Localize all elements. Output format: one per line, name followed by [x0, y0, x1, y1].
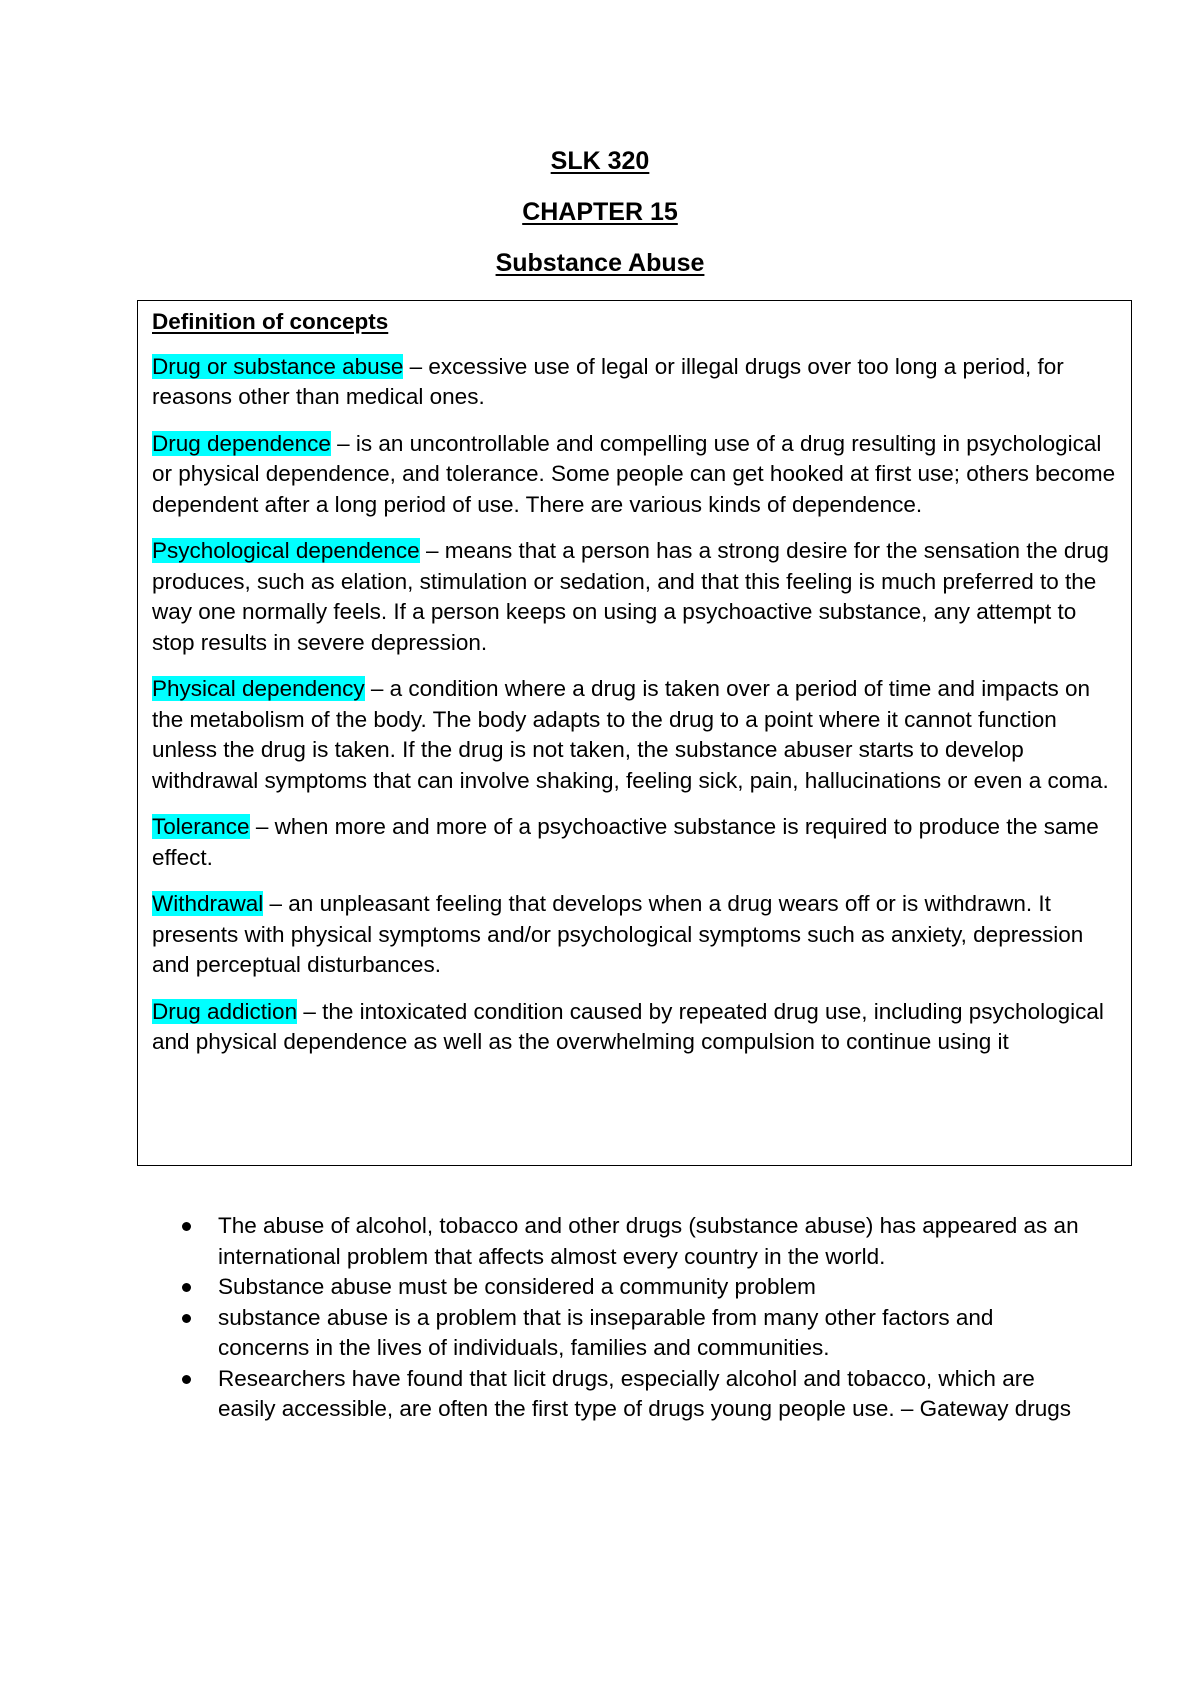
- definition-item: [152, 429, 1120, 521]
- definition-text: – when more and more of a psychoactive substance is required to produce the same effect.: [152, 814, 1099, 870]
- bullet-dot-icon: [182, 1375, 191, 1384]
- definition-term: Drug dependence: [152, 430, 331, 456]
- definition-text: – is an uncontrollable and compelling use of a drug resulting in psychological or physical dependence, and tolerance. Some people can get hooked at first use; others become dependent after a long period of use. There are various kinds of dependence.: [152, 430, 1116, 517]
- definition-term: Psychological dependence: [152, 538, 420, 563]
- bullet-item: [182, 1364, 1082, 1425]
- bullet-dot-icon: [182, 1222, 191, 1231]
- definition-text: – an unpleasant feeling that develops when a drug wears off or is withdrawn. It presents with physical symptoms and/or psychological symptoms such as anxiety, depression and perceptual disturbances.: [152, 891, 1084, 977]
- definition-item: [152, 352, 1120, 413]
- topic-title: Substance Abuse: [495, 249, 705, 277]
- bullet-item: [182, 1272, 1082, 1303]
- definition-term: Tolerance: [152, 814, 250, 839]
- definition-text: – the intoxicated condition caused by repeated drug use, including psychological and physical dependence as well as the overwhelming compulsion to continue using it: [152, 998, 1104, 1054]
- bullet-text: Researchers have found that licit drugs, especially alcohol and tobacco, which are easily accessible, are often the first type of drugs young people use. – Gateway drugs: [218, 1365, 1071, 1421]
- definition-item: [152, 536, 1120, 658]
- bullet-text: Substance abuse must be considered a community problem: [218, 1274, 816, 1299]
- definition-text: – a condition where a drug is taken over a period of time and impacts on the metabolism of the body. The body adapts to the drug to a point where it cannot function unless the drug is taken. If the drug is not taken, the substance abuser starts to develop withdrawal symptoms that can involve shaking, feeling sick, pain, hallucinations or even a coma.: [152, 676, 1109, 793]
- definition-item: [152, 997, 1120, 1058]
- definition-term: Withdrawal: [152, 891, 264, 916]
- bullet-list: [182, 1211, 1082, 1425]
- chapter-title: CHAPTER 15: [522, 198, 678, 226]
- definitions-heading: Definition of concepts: [152, 309, 389, 334]
- definition-term: Drug or substance abuse: [152, 353, 404, 379]
- definition-term: Drug addiction: [152, 998, 298, 1024]
- definition-text: – means that a person has a strong desire for the sensation the drug produces, such as elation, stimulation or sedation, and that this feeling is much preferred to the way one normally feels. If a person keeps on using a psychoactive substance, any attempt to stop results in severe depression.: [152, 538, 1109, 655]
- bullet-dot-icon: [182, 1283, 191, 1292]
- bullet-text: The abuse of alcohol, tobacco and other drugs (substance abuse) has appeared as an international problem that affects almost every country in the world.: [218, 1213, 1079, 1269]
- bullet-item: [182, 1211, 1082, 1272]
- definition-term: Physical dependency: [152, 676, 365, 701]
- definition-item: [152, 674, 1120, 796]
- definitions-box: [137, 300, 1132, 1166]
- definition-item: [152, 889, 1120, 981]
- definitions-content: [152, 307, 1120, 1074]
- bullet-item: [182, 1303, 1082, 1364]
- bullet-text: substance abuse is a problem that is inseparable from many other factors and concerns in the lives of individuals, families and communities.: [218, 1304, 994, 1360]
- definition-text: – excessive use of legal or illegal drugs over too long a period, for reasons other than medical ones.: [152, 353, 1064, 409]
- course-code-title: SLK 320: [550, 147, 650, 175]
- bullet-dot-icon: [182, 1314, 191, 1323]
- definition-item: [152, 812, 1120, 873]
